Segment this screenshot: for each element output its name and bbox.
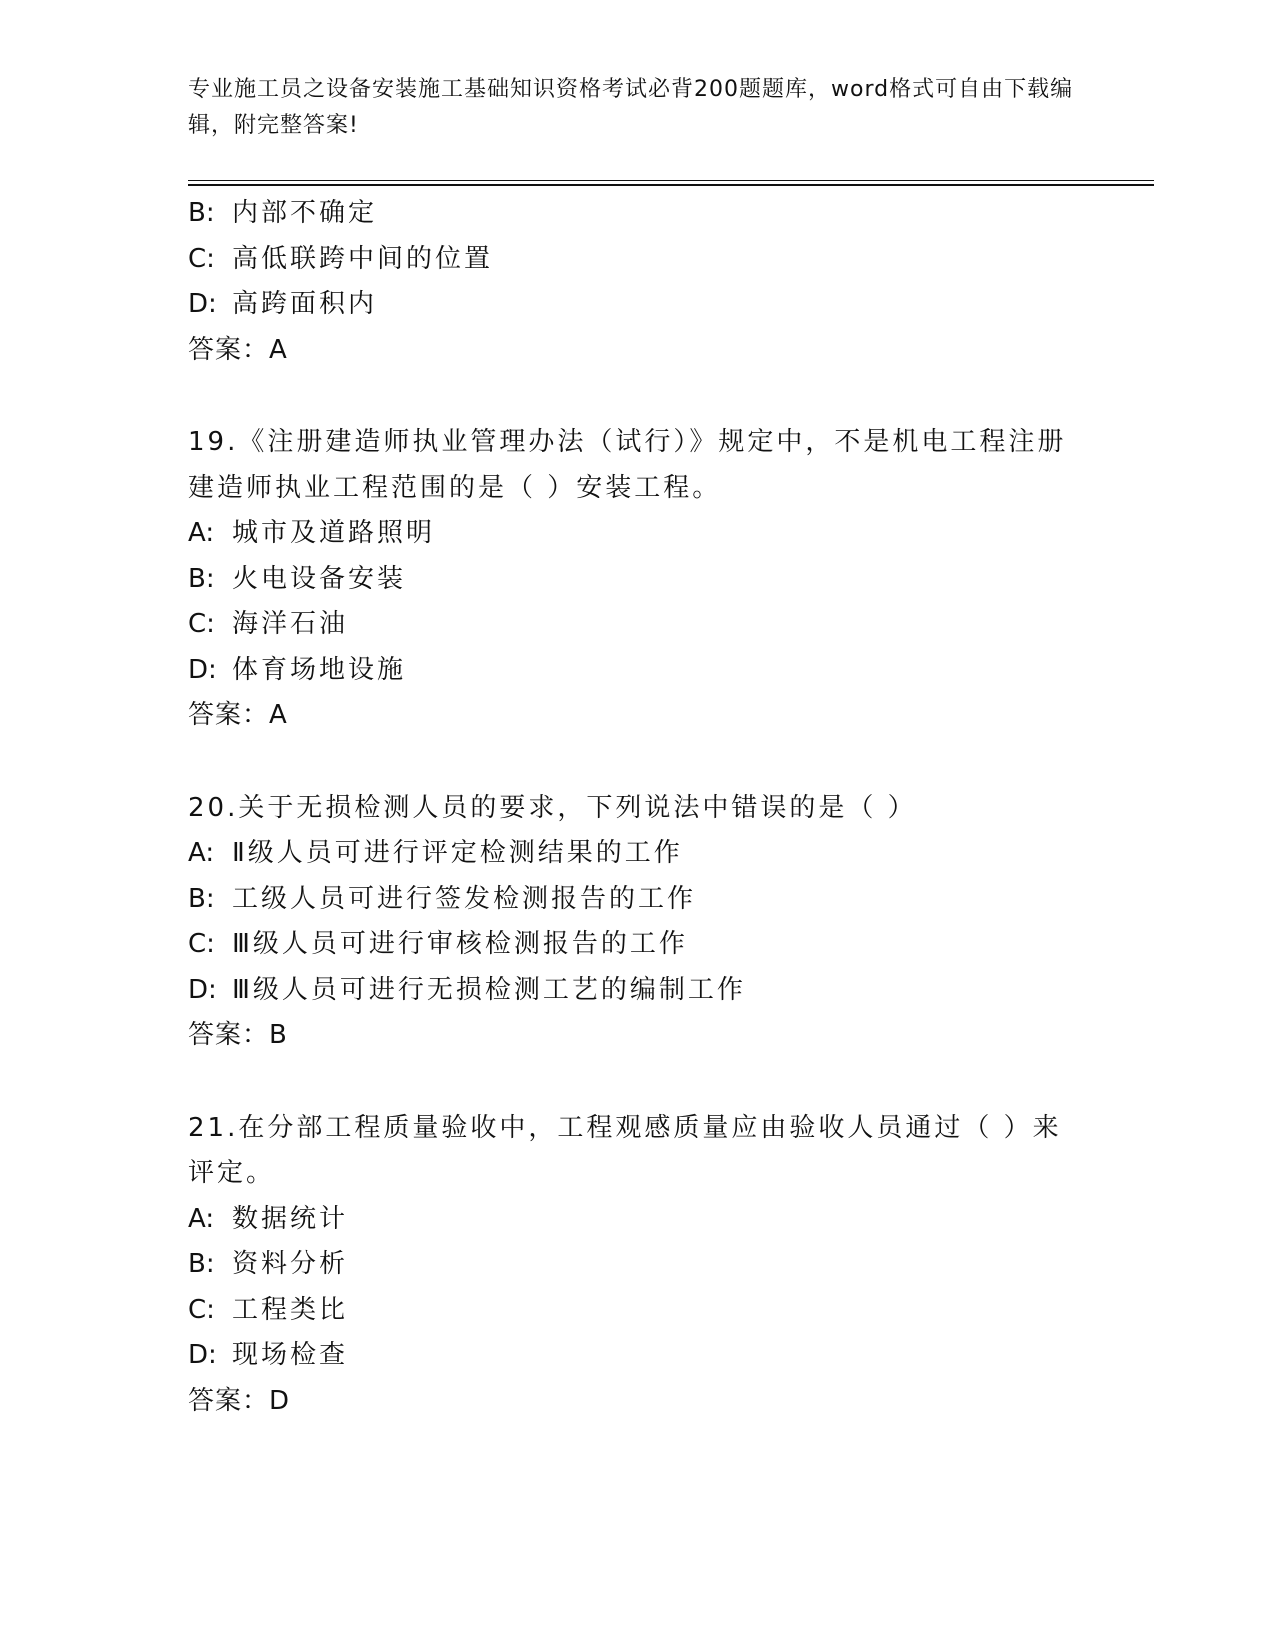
answer-line: 答案：B <box>188 1020 288 1050</box>
answer-line: 答案：D <box>188 1385 291 1416</box>
question-stem-line: 建造师执业工程范围的是（ ）安装工程。 <box>188 472 722 503</box>
header-rule-thin <box>188 180 1154 181</box>
option-d: D: 现场检查 <box>188 1340 349 1370</box>
document-header <box>188 72 1088 144</box>
answer-line: 答案：A <box>188 700 288 730</box>
option-b: B: 火电设备安装 <box>188 563 407 594</box>
header-rule-thick <box>188 184 1154 186</box>
spacer <box>188 739 1088 786</box>
option-d: D: 体育场地设施 <box>188 654 407 685</box>
option-c: C: 工程类比 <box>188 1294 349 1325</box>
option-d: D: Ⅲ级人员可进行无损检测工艺的编制工作 <box>188 974 746 1005</box>
answer-line: 答案：A <box>188 334 288 365</box>
question-19 <box>188 420 1088 739</box>
question-stem-line: 评定。 <box>188 1158 276 1188</box>
option-a: A: 数据统计 <box>188 1203 349 1234</box>
option-c: C: Ⅲ级人员可进行审核检测报告的工作 <box>188 929 688 959</box>
question-stem-line: 19.《注册建造师执业管理办法（试行）》规定中，不是机电工程注册 <box>188 427 1067 457</box>
option-a: A: 城市及道路照明 <box>188 518 436 548</box>
question-content <box>188 191 1088 1424</box>
question-stem-line: 20.关于无损检测人员的要求，下列说法中错误的是（ ） <box>188 792 917 823</box>
option-d: D: 高跨面积内 <box>188 289 378 319</box>
spacer <box>188 1059 1088 1106</box>
option-b: B: 工级人员可进行签发检测报告的工作 <box>188 883 697 914</box>
question-18-tail <box>188 191 1088 373</box>
question-stem-line: 21.在分部工程质量验收中，工程观感质量应由验收人员通过（ ）来 <box>188 1112 1062 1143</box>
option-b: B: 内部不确定 <box>188 198 378 228</box>
spacer <box>188 373 1088 420</box>
option-c: C: 高低联跨中间的位置 <box>188 243 494 274</box>
question-20 <box>188 786 1088 1059</box>
question-21 <box>188 1106 1088 1425</box>
option-a: A: Ⅱ级人员可进行评定检测结果的工作 <box>188 838 683 868</box>
header-title: 专业施工员之设备安装施工基础知识资格考试必背200题题库，word格式可自由下载编辑，附完整答案! <box>188 77 1074 138</box>
option-b: B: 资料分析 <box>188 1249 349 1279</box>
option-c: C: 海洋石油 <box>188 609 349 639</box>
